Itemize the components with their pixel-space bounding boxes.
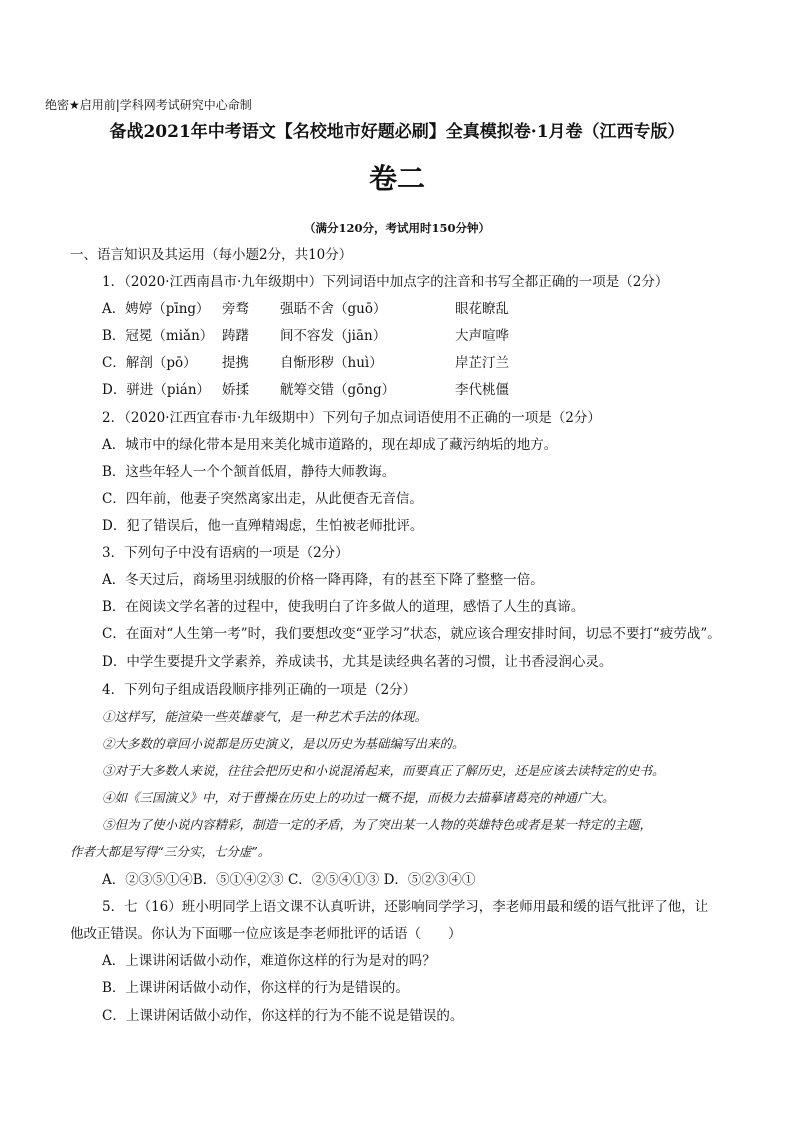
question-1-option-c: C．解剖（pō） 提携 自惭形秽（huì） 岸芷汀兰 [102, 355, 509, 371]
question-2-option-b: B．这些年轻人一个个颔首低眉，静待大师教诲。 [102, 464, 396, 480]
question-3-option-c: C．在面对“人生第一考”时，我们要想改变“亚学习”状态，就应该合理安排时间，切忌不要打“疲劳战”。 [102, 626, 721, 642]
question-1-option-d: D．骈进（pián） 娇揉 觥筹交错（gōng） 李代桃僵 [102, 382, 509, 398]
question-2-option-a: A．城市中的绿化带本是用来美化城市道路的，现在却成了藏污纳垢的地方。 [102, 437, 558, 453]
question-3-option-a: A．冬天过后，商场里羽绒服的价格一降再降，有的甚至下降了整整一倍。 [102, 572, 544, 588]
question-2-stem: 2．（2020·江西宜春市·九年级期中）下列句子加点词语使用不正确的一项是（2分） [102, 410, 601, 426]
exam-note: （满分120分，考试用时150分钟） [303, 221, 490, 235]
question-5-option-c: C．上课讲闲话做小动作，你这样的行为不能不说是错误的。 [102, 1008, 464, 1024]
question-5-stem: 5．七（16）班小明同学上语文课不认真听讲，还影响同学学习，李老师用最和缓的语气批评了他，让 [102, 899, 709, 915]
question-1-option-b: B．冠冕（miǎn） 踌躇 间不容发（jiān） 大声喧哗 [102, 328, 509, 344]
question-4-options: A．②③⑤①④B．⑤①④②③ C．②⑤④①③ D．⑤②③④① [102, 872, 476, 888]
question-3-option-d: D．中学生要提升文学素养，养成读书，尤其是读经典名著的习惯，让书香浸润心灵。 [102, 654, 613, 670]
question-4-stem: 4．下列句子组成语段顺序排列正确的一项是（2分） [102, 682, 417, 698]
question-3-option-b: B．在阅读文学名著的过程中，使我明白了许多做人的道理，感悟了人生的真谛。 [102, 599, 585, 615]
question-5-option-a: A．上课讲闲话做小动作，难道你这样的行为是对的吗？ [102, 953, 436, 969]
question-4-sentence: ③对于大多数人来说，往往会把历史和小说混淆起来，而要真正了解历史，还是应该去读特定的史书。 [102, 763, 665, 778]
question-2-option-d: D．犯了错误后，他一直殚精竭虑，生怕被老师批评。 [102, 518, 424, 534]
confidential-line: 绝密★启用前|学科网考试研究中心命制 [45, 98, 252, 112]
volume-subtitle: 卷二 [368, 162, 425, 195]
question-3-stem: 3．下列句子中没有语病的一项是（2分） [102, 545, 349, 561]
question-4-sentence: ①这样写，能渲染一些英雄豪气，是一种艺术手法的体现。 [102, 709, 428, 724]
question-2-option-c: C．四年前，他妻子突然离家出走，从此便杳无音信。 [102, 491, 423, 507]
question-4-sentence-continued: 作者大都是写得“三分实，七分虚”。 [70, 844, 271, 859]
exam-title: 备战2021年中考语文【名校地市好题必刷】全真模拟卷·1月卷（江西专版） [109, 122, 685, 142]
question-4-sentence: ⑤但为了使小说内容精彩，制造一定的矛盾，为了突出某一人物的英雄特色或者是某一特定的主题， [102, 817, 653, 832]
question-1-option-a: A．娉婷（pīng） 旁骛 强聒不舍（guō） 眼花瞭乱 [102, 301, 509, 317]
question-5-option-b: B．上课讲闲话做小动作，你这样的行为是错误的。 [102, 980, 409, 996]
question-1-stem: 1．（2020·江西南昌市·九年级期中）下列词语中加点字的注音和书写全都正确的一项是（2分） [102, 274, 669, 290]
question-5-stem-continued: 他改正错误。你认为下面哪一位应该是李老师批评的话语（ ） [70, 926, 462, 942]
question-4-sentence: ②大多数的章回小说都是历史演义，是以历史为基础编写出来的。 [102, 736, 465, 751]
section-heading: 一、语言知识及其运用（每小题2分，共10分） [70, 247, 353, 263]
question-4-sentence: ④如《三国演义》中，对于曹操在历史上的功过一概不提，而极力去描摹诸葛亮的神通广大。 [102, 790, 615, 805]
